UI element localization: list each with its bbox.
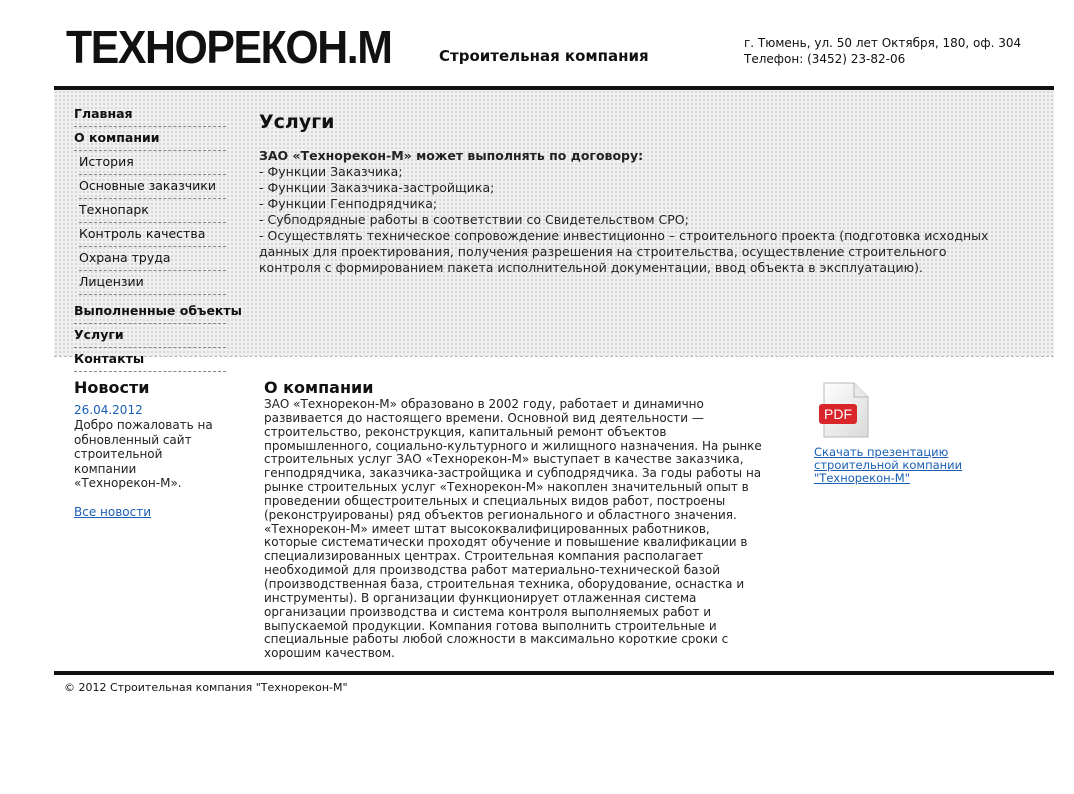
about-body: ЗАО «Технорекон-М» образовано в 2002 году, работает и динамично развивается до настоящего времени. Основной вид деятельности — строительство, реконструкция, капитальный ремонт объектов промышленного, социально-культурного и жилищного назначения. На рынке строительных услуг ЗАО «Технорекон-М» выступает в качестве заказчика, генподрядчика, заказчика-застройщика и субподрядчика. За годы работы на рынке строительных услуг «Технорекон-М» накоплен значительный опыт в проведении общестроительных и специальных видов работ, построены (реконструированы) ряд объектов регионального и областного значения. «Технорекон-М» имеет штат высококвалифицированных работников, которые систематически проходят обучение и повышение квалификации в специализированных центрах. Строительная компания располагает необходимой для производства работ материально-технической базой (производственная база, строительная техника, оборудование, оснастка и инструменты). В организации функционирует отлаженная система организации производства и система контроля выполняемых работ и выпускаемой продукции. Компания готова выполнить строительные и специальные работы любой сложности в максимально короткие сроки с хорошим качеством. (264, 397, 762, 661)
footer-copyright: © 2012 Строительная компания "Технорекон-М" (64, 681, 348, 694)
nav-history[interactable]: История (79, 152, 226, 175)
nav-contacts[interactable]: Контакты (74, 349, 226, 372)
pdf-icon[interactable] (818, 382, 870, 438)
pdf-file-icon (818, 382, 870, 438)
news-title: Новости (74, 378, 150, 397)
all-news-link[interactable]: Все новости (74, 504, 152, 519)
service-item: - Осуществлять техническое сопровождение инвестиционно – строительного проекта (подготовка исходных данных для проектирования, получения разрешения на строительства, осуществление строительного контроля с формированием пакета исполнительной документации, ввод объекта в эксплуатацию). (259, 228, 989, 275)
nav-projects[interactable]: Выполненные объекты (74, 301, 226, 324)
about-section (264, 379, 764, 661)
service-item: - Субподрядные работы в соответствии со Свидетельством СРО; (259, 212, 689, 227)
side-nav (74, 104, 242, 373)
nav-about[interactable]: О компании (74, 128, 226, 151)
nav-fleet[interactable]: Технопарк (79, 200, 226, 223)
services-lead: ЗАО «Технорекон-М» может выполнять по договору: (259, 148, 644, 163)
pdf-icon-label: PDF (824, 406, 852, 422)
service-item: - Функции Заказчика-застройщика; (259, 180, 495, 195)
news-date: 26.04.2012 (74, 403, 143, 417)
site-tagline: Строительная компания (439, 47, 649, 65)
footer-divider (54, 671, 1054, 675)
nav-clients[interactable]: Основные заказчики (79, 176, 226, 199)
nav-quality[interactable]: Контроль качества (79, 224, 226, 247)
contact-info (744, 35, 1021, 67)
services-section (259, 110, 989, 276)
address-text: г. Тюмень, ул. 50 лет Октября, 180, оф. 304 (744, 36, 1022, 50)
news-text: Добро пожаловать на обновленный сайт строительной компании «Технорекон-М». (74, 418, 213, 490)
site-logo[interactable]: ТЕХНОРЕКОН.М (66, 21, 392, 73)
service-item: - Функции Генподрядчика; (259, 196, 438, 211)
download-presentation-link[interactable]: Скачать презентацию строительной компании "Технорекон-М" (814, 445, 963, 485)
nav-home[interactable]: Главная (74, 104, 226, 127)
service-item: - Функции Заказчика; (259, 164, 403, 179)
page-title: Услуги (259, 111, 335, 133)
about-title: О компании (264, 378, 374, 397)
phone-text: Телефон: (3452) 23-82-06 (744, 52, 906, 66)
nav-safety[interactable]: Охрана труда (79, 248, 226, 271)
news-section (74, 378, 224, 519)
nav-services[interactable]: Услуги (74, 325, 226, 348)
nav-licenses[interactable]: Лицензии (79, 272, 226, 295)
